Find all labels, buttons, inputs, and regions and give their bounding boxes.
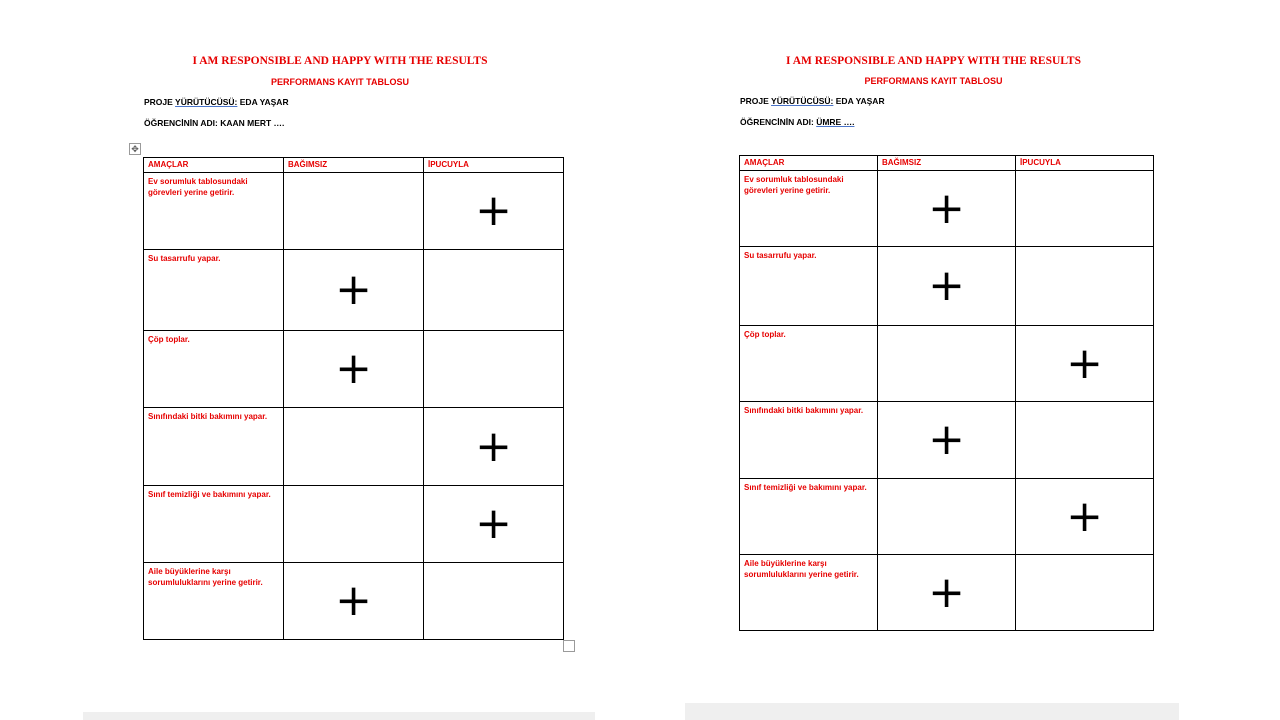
table-row [144, 331, 564, 408]
goal-cell[interactable]: Çöp toplar. [740, 326, 878, 402]
goal-cell[interactable]: Aile büyüklerine karşı sorumluluklarını yerine getirir. [144, 563, 284, 640]
independent-cell[interactable] [878, 479, 1016, 555]
with-hint-cell[interactable] [1016, 247, 1154, 326]
goal-cell[interactable]: Çöp toplar. [144, 331, 284, 408]
plus-mark-icon: + [928, 566, 965, 618]
student-name-line [740, 117, 854, 127]
table-row [740, 402, 1154, 479]
with-hint-cell[interactable] [1016, 171, 1154, 247]
table-header-row [144, 158, 564, 173]
page-subtitle: PERFORMANS KAYIT TABLOSU [864, 76, 1003, 86]
page-title: I AM RESPONSIBLE AND HAPPY WITH THE RESULTS [192, 55, 488, 67]
with-hint-cell[interactable] [424, 250, 564, 331]
goal-cell[interactable]: Sınıfındaki bitki bakımını yapar. [144, 408, 284, 486]
goal-cell[interactable]: Ev sorumluk tablosundaki görevleri yerine getirir. [740, 171, 878, 247]
table-row [144, 250, 564, 331]
student-name-line [144, 118, 284, 128]
table-row [740, 171, 1154, 247]
header-with-hint: İPUCUYLA [424, 158, 564, 173]
table-row [144, 563, 564, 640]
student-name: KAAN MERT …. [220, 118, 285, 128]
header-independent: BAĞIMSIZ [284, 158, 424, 173]
plus-mark-icon: + [335, 575, 372, 626]
plus-mark-icon: + [1066, 337, 1103, 389]
table-header-row [740, 156, 1154, 171]
table-row [740, 555, 1154, 631]
table-resize-handle-icon[interactable] [563, 640, 575, 652]
with-hint-cell[interactable] [1016, 479, 1154, 555]
with-hint-cell[interactable] [424, 408, 564, 486]
with-hint-cell[interactable] [424, 173, 564, 250]
goal-cell[interactable]: Su tasarrufu yapar. [144, 250, 284, 331]
plus-mark-icon: + [335, 264, 372, 315]
independent-cell[interactable] [878, 555, 1016, 631]
plus-mark-icon: + [928, 414, 965, 465]
goal-cell[interactable]: Sınıf temizliği ve bakımını yapar. [144, 486, 284, 563]
student-name: ÜMRE …. [816, 117, 855, 127]
next-page-edge [685, 703, 1179, 720]
text-cursor [563, 250, 564, 260]
independent-cell[interactable] [284, 563, 424, 640]
page-title: I AM RESPONSIBLE AND HAPPY WITH THE RESULTS [786, 55, 1081, 67]
performance-table [143, 157, 564, 640]
leader-label: PROJE [144, 97, 173, 107]
header-goals: AMAÇLAR [144, 158, 284, 173]
independent-cell[interactable] [878, 402, 1016, 479]
table-move-handle-icon[interactable]: ✥ [129, 143, 141, 155]
independent-cell[interactable] [284, 408, 424, 486]
performance-table [739, 155, 1154, 631]
independent-cell[interactable] [284, 331, 424, 408]
student-label: ÖĞRENCİNİN ADI: [740, 117, 814, 127]
independent-cell[interactable] [878, 247, 1016, 326]
independent-cell[interactable] [284, 486, 424, 563]
goal-cell[interactable]: Sınıfındaki bitki bakımını yapar. [740, 402, 878, 479]
table-row [144, 173, 564, 250]
with-hint-cell[interactable] [424, 331, 564, 408]
plus-mark-icon: + [475, 420, 512, 472]
plus-mark-icon: + [1066, 490, 1103, 542]
table-row [740, 479, 1154, 555]
header-goals: AMAÇLAR [740, 156, 878, 171]
header-with-hint: İPUCUYLA [1016, 156, 1154, 171]
table-row [740, 247, 1154, 326]
plus-mark-icon: + [928, 182, 965, 234]
document-page-right [640, 0, 1280, 720]
leader-key: YÜRÜTÜCÜSÜ: [175, 97, 238, 107]
with-hint-cell[interactable] [424, 563, 564, 640]
independent-cell[interactable] [878, 171, 1016, 247]
leader-name: EDA YAŞAR [239, 97, 289, 107]
with-hint-cell[interactable] [424, 486, 564, 563]
table-row [144, 408, 564, 486]
project-leader-line [740, 96, 885, 106]
leader-label: PROJE [740, 96, 769, 106]
goal-cell[interactable]: Su tasarrufu yapar. [740, 247, 878, 326]
leader-name: EDA YAŞAR [835, 96, 885, 106]
plus-mark-icon: + [928, 260, 965, 311]
with-hint-cell[interactable] [1016, 402, 1154, 479]
leader-key: YÜRÜTÜCÜSÜ: [771, 96, 834, 106]
plus-mark-icon: + [475, 498, 512, 549]
goal-cell[interactable]: Ev sorumluk tablosundaki görevleri yerine getirir. [144, 173, 284, 250]
independent-cell[interactable] [284, 250, 424, 331]
plus-mark-icon: + [335, 343, 372, 394]
plus-mark-icon: + [475, 185, 512, 236]
goal-cell[interactable]: Aile büyüklerine karşı sorumluluklarını yerine getirir. [740, 555, 878, 631]
independent-cell[interactable] [878, 326, 1016, 402]
table-row [740, 326, 1154, 402]
goal-cell[interactable]: Sınıf temizliği ve bakımını yapar. [740, 479, 878, 555]
header-independent: BAĞIMSIZ [878, 156, 1016, 171]
project-leader-line [144, 97, 289, 107]
with-hint-cell[interactable] [1016, 326, 1154, 402]
page-subtitle: PERFORMANS KAYIT TABLOSU [270, 77, 409, 87]
independent-cell[interactable] [284, 173, 424, 250]
with-hint-cell[interactable] [1016, 555, 1154, 631]
table-row [144, 486, 564, 563]
next-page-edge [83, 712, 595, 720]
student-label: ÖĞRENCİNİN ADI: [144, 118, 218, 128]
